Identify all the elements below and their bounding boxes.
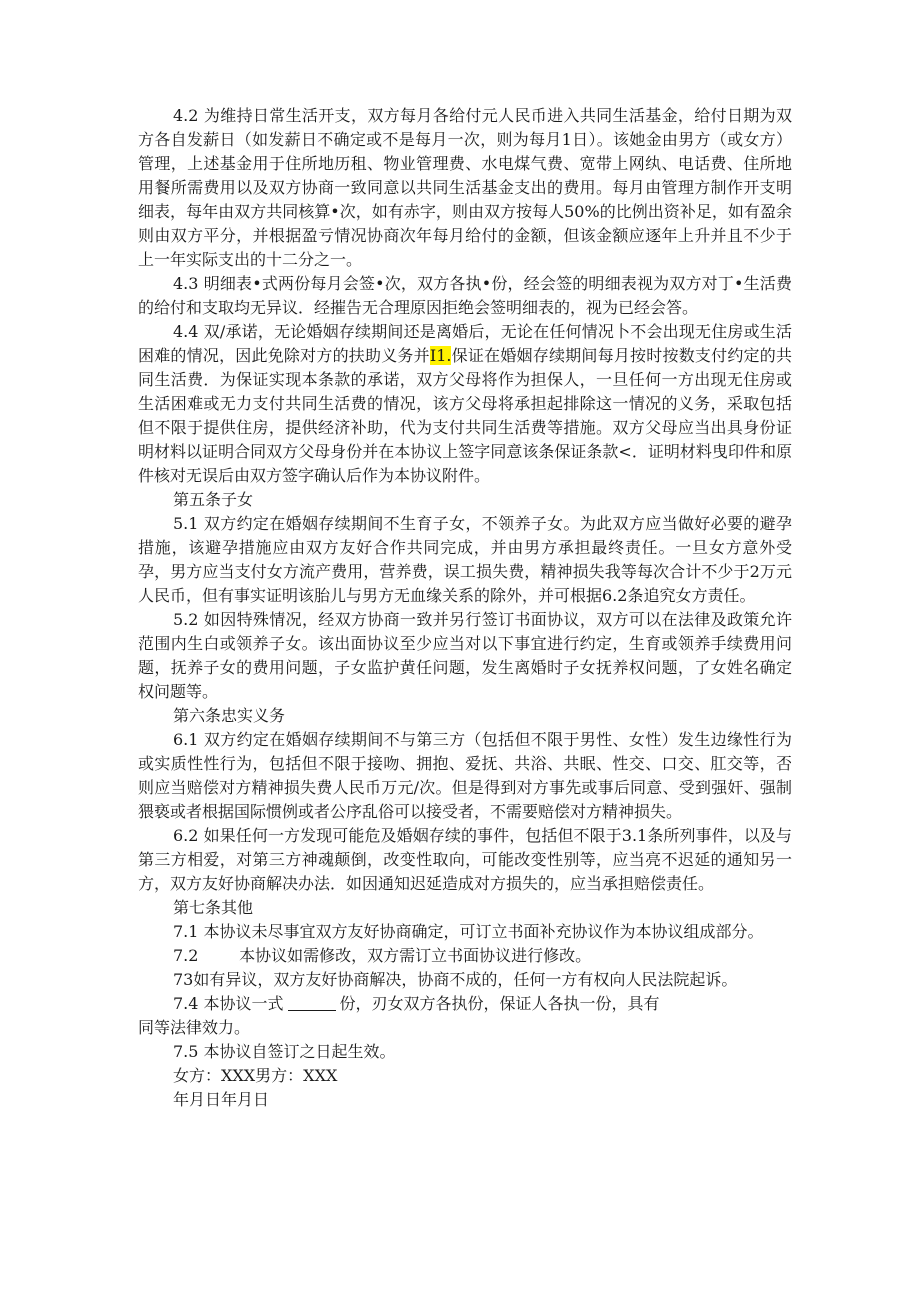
clause-7-1: 7.1 本协议未尽事宜双方友好协商确定，可订立书面补充协议作为本协议组成部分。 <box>173 922 764 941</box>
clause-7-4-continuation: 同等法律效力。 <box>138 1018 251 1037</box>
clause-6-2: 6.2 如果任何一方发现可能危及婚姻存续的事件，包括但不限于3.1条所列事件，以及与第三方相爱，对第三方神魂颠倒，改变性取向，可能改变性别等，应当亮不迟延的通知另一方，双方友好协商解决办法．如因通知迟延造成对方损失的，应当承担赔偿责任。 <box>138 826 792 893</box>
clause-5-1: 5.1 双方约定在婚姻存续期间不生育子女，不领养子女。为此双方应当做好必要的避孕措施，该避孕措施应由双方友好合作共同完成，并由男方承担最终责任。一旦女方意外受孕，男方应当支付女方流产费用，营养费，误工损失费，精神损失我等每次合计不少于2万元人民币，但有事实证明该胎儿与男方无血缘关系的除外，并可根据6.2条追究女方责任。 <box>138 514 792 605</box>
document-body <box>138 104 792 1112</box>
clause-5-2: 5.2 如因特殊情况，经双方协商一致并另行签订书面协议，双方可以在法律及政策允许范围内生白或领养子女。该出面协议至少应当对以下事宜进行约定，生育或领养手续费用问题，抚养子女的费用问题，子女监护黄任问题，发生离婚时子女抚养权问题，了女姓名确定权问题等。 <box>138 610 792 701</box>
article-5-heading: 第五条子女 <box>173 490 254 509</box>
clause-4-2: 4.2 为维持日常生活开支，双方每月各给付元人民币进入共同生活基金，给付日期为双方各自发薪日（如发薪日不确定或不是每月一次，则为每月1日）。该她金由男方（或女方）管理，上述基金用于住所地历租、物业管理费、水电煤气费、宽带上网纨、电话费、住所地用餐所需费用以及双方协商一致同意以共同生活基金支出的费用。每月由管理方制作开支明细表，每年由双方共同核算•次，如有赤字，则由双方按每人50%的比例出资补足，如有盈余则由双方平分，并根据盈亏情况协商次年每月给付的金额，但该金额应逐年上升并且不少于上一年实际支出的十二分之一。 <box>138 106 792 269</box>
clause-7-2: 7.2 本协议如需修改，双方需订立书面协议进行修改。 <box>173 946 592 965</box>
clause-7-4-part-b: 份，刃女双方各执份，保证人各执一份，具有 <box>339 994 660 1013</box>
clause-6-1: 6.1 双方约定在婚姻存续期间不与第三方（包括但不限于男性、女性）发生边缘性行为或实质性性行为，包括但不限于接吻、拥抱、爱抚、共浴、共眠、性交、口交、肛交等，否则应当赔偿对方精神损失费人民币万元/次。但是得到对方事先或事后同意、受到强奸、强制猥亵或者根据国际惯例或者公序乱俗可以接受者，不需要赔偿对方精神损失。 <box>138 730 792 821</box>
signature-line: 女方：XXX男方：XXX <box>173 1066 338 1085</box>
clause-4-4-part-b: 保证在婚姻存续期间每月按时按数支付约定的共同生活费．为保证实现本条款的承诺，双方父母将作为担保人，一旦任何一方出现无住房或生活困难或无力支付共同生活费的情况，该方父母将承担起排除这一情况的义务，采取包括但不限于提供住房，提供经济补助，代为支付共同生活费等措施。双方父母应当出具身份证明材料以证明合同双方父母身份并在本协议上签字同意该条保证条款<．证明材料曳印件和原件核对无误后由双方签字确认后作为本协议附件。 <box>138 346 792 485</box>
clause-7-3: 73如有异议，双方友好协商解决，协商不成的，任何一方有权向人民法院起诉。 <box>173 970 738 989</box>
date-line: 年月日年月日 <box>173 1090 270 1109</box>
highlighted-text: I1. <box>429 346 452 365</box>
article-6-heading: 第六条忠实义务 <box>173 706 286 725</box>
clause-4-4 <box>138 320 792 488</box>
clause-4-3: 4.3 明细表•式两份每月会签•次，双方各执•份，经会签的明细表视为双方对丁•生活费的给付和支取均无异议．经摧告无合理原因拒绝会签明细表的，视为已经会答。 <box>138 274 792 317</box>
article-7-heading: 第七条其他 <box>173 898 254 917</box>
copies-blank <box>288 994 336 1011</box>
clause-4-4-part-a: 4.4 双/承诺，无论婚姻存续期间还是离婚后，无论在任何情况卜不会出现无住房或生活困难的情况，因此免除对方的扶助义务并 <box>138 322 792 365</box>
clause-7-4-part-a: 7.4 本协议一式 <box>173 994 284 1013</box>
clause-7-4 <box>138 992 792 1016</box>
clause-7-5: 7.5 本协议自签订之日起生效。 <box>173 1042 396 1061</box>
